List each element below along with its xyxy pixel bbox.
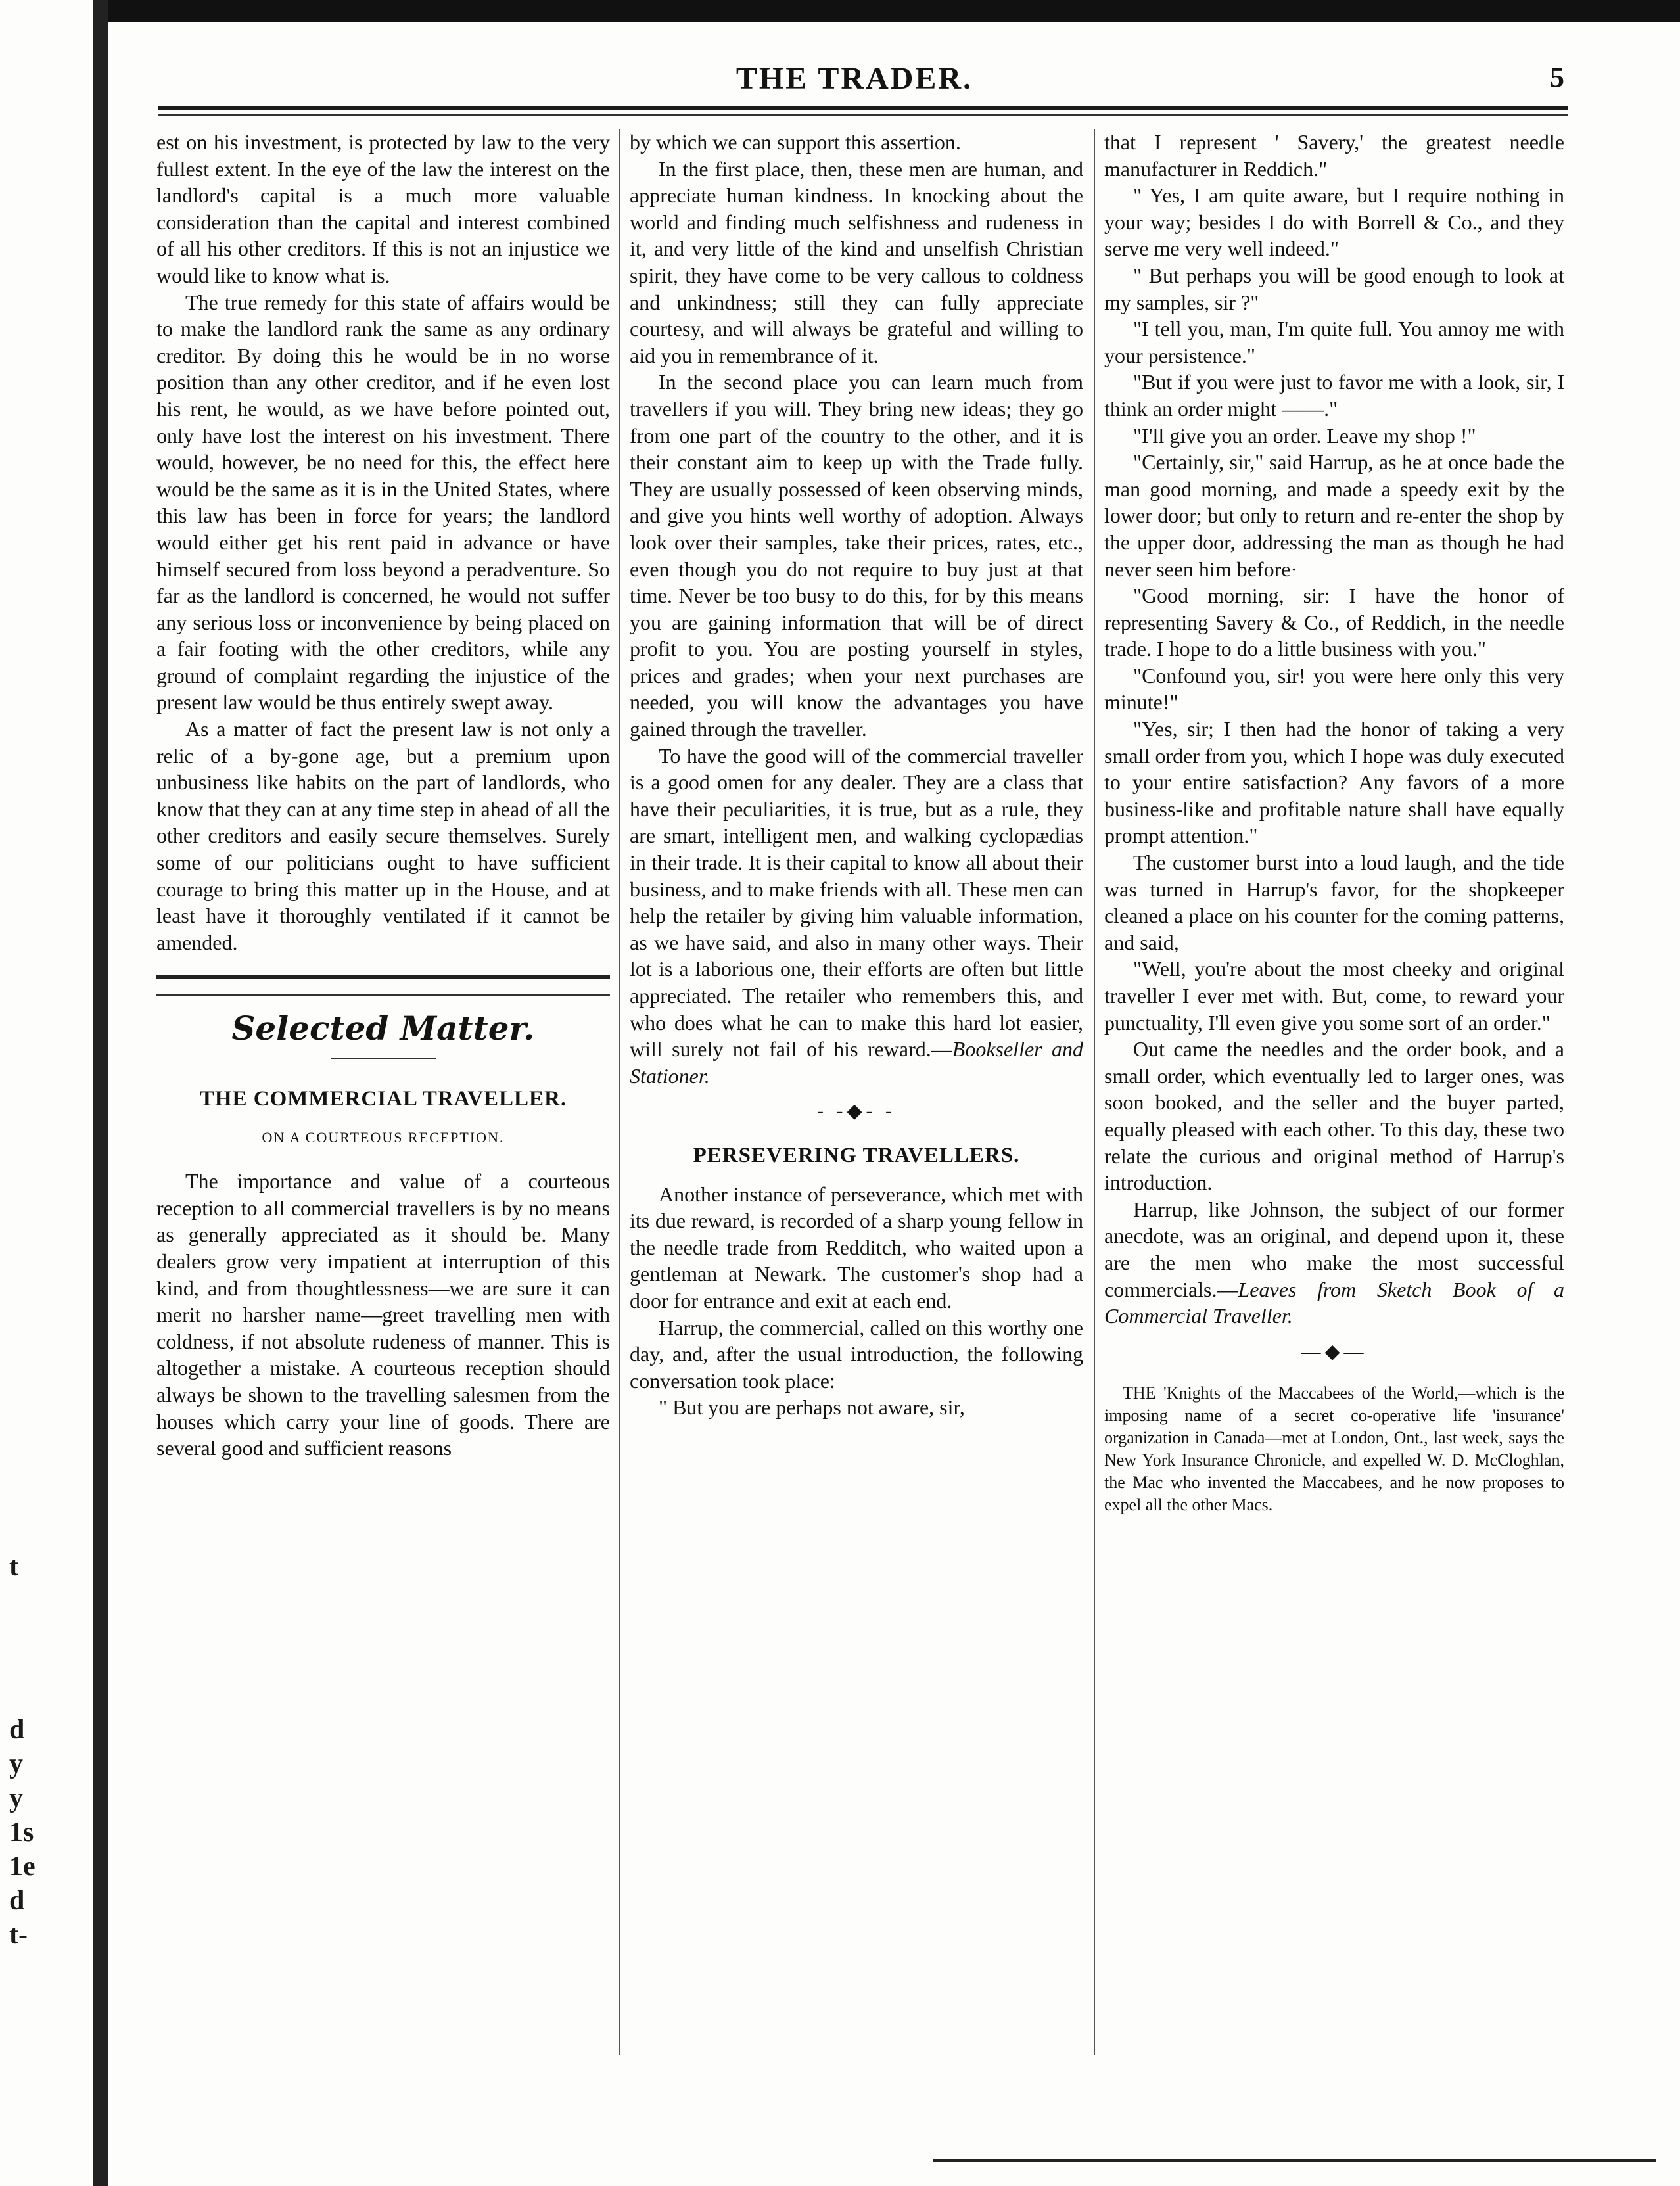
paragraph — [630, 743, 1083, 1090]
paragraph: "Yes, sir; I then had the honor of taking a very small order from you, which I hope was duly executed to your entire satisfaction? Any favors of a more business-like and profitable nature shall have equally prompt attention." — [1104, 717, 1564, 848]
paragraph: "Confound you, sir! you were here only this very minute!" — [1104, 663, 1564, 714]
paragraph: The true remedy for this state of affairs would be to make the landlord rank the same as any ordinary creditor. By doing this he would be in no worse position than any other creditor, and if he even lost his rent, he would, as we have before pointed out, only have lost the interest on his investment. There would, however, be no need for this, the effect here would be the same as it is in the United States, where this law has been in force for years; the landlord would either get his rent paid in advance or have himself secured from loss beyond a peradventure. So far as the landlord is concerned, he would not suffer any serious loss or inconvenience by being placed on a fair footing with the other creditors, while any ground of complaint regarding the injustice of the present law would be thus entirely swept away. — [156, 290, 610, 714]
paragraph: The importance and value of a courteous reception to all commercial travellers is by no means as generally appreciated as it should be. Many dealers grow very impatient at interruption of this kind, and from thoughtlessness—we are sure it can merit no harsher name—greet travelling men with coldness, if not absolute rudeness of manner. This is altogether a mistake. A courteous reception should always be shown to the travelling salesmen from the houses which carry your line of goods. There are several good and sufficient reasons — [156, 1169, 610, 1460]
news-note — [1104, 1382, 1564, 1516]
footer-rule — [933, 2159, 1656, 2162]
ornament-divider: —◆— — [1301, 1340, 1368, 1362]
column-divider — [619, 129, 620, 2055]
page-top-shadow — [93, 0, 1680, 22]
paragraph: Another instance of perseverance, which met with its due reward, is recorded of a sharp young fellow in the needle trade from Redditch, who waited upon a gentleman at Newark. The customer's shop had a door for entrance and exit at each end. — [630, 1182, 1083, 1313]
paragraph: " Yes, I am quite aware, but I require nothing in your way; besides I do with Borrell & Co., and they serve me very well indeed." — [1104, 183, 1564, 261]
paragraph — [1104, 1196, 1564, 1330]
column-divider — [1094, 129, 1095, 2055]
gutter-letter: 1s — [9, 1817, 34, 1848]
paragraph: Harrup, the commercial, called on this worthy one day, and, after the usual introduction, the following conversation took place: — [630, 1315, 1083, 1393]
paragraph: As a matter of fact the present law is not only a relic of a by-gone age, but a premium upon unbusiness like habits on the part of landlords, who know that they can at any time step in ahead of all the other creditors and easily secure themselves. Surely some of our politicians ought to have sufficient courage to bring this matter up in the House, and at least have it thoroughly ventilated if it cannot be amended. — [156, 717, 610, 954]
paragraph: " But perhaps you will be good enough to look at my samples, sir ?" — [1104, 263, 1564, 314]
paragraph: "But if you were just to favor me with a look, sir, I think an order might ——." — [1104, 370, 1564, 421]
gutter-letter: y — [9, 1749, 23, 1779]
paragraph: In the first place, then, these men are human, and appreciate human kindness. In knocking about the world and finding much selfishness and rudeness in it, and very little of the kind and unselfish Christian spirit, they have come to be very callous to coldness and unkindness; still they can fully appreciate courtesy, and will always be grateful and willing to aid you in remembrance of it. — [630, 156, 1083, 367]
header-rule — [158, 106, 1568, 110]
paragraph: est on his investment, is protected by law to the very fullest extent. In the eye of the law the interest on the landlord's capital is a much more valuable consideration than the capital and interest combined of all his other creditors. If this is not an injustice we would like to know what is. — [156, 130, 610, 287]
paragraph: that I represent ' Savery,' the greatest needle manufacturer in Reddich." — [1104, 130, 1564, 181]
paragraph: "Certainly, sir," said Harrup, as he at once bade the man good morning, and made a speedy exit by the lower door; but only to return and re-enter the shop by the upper door, addressing the man as though he had never seen him before· — [1104, 450, 1564, 581]
short-rule — [331, 1058, 436, 1059]
section-heading: Selected Matter. — [231, 1009, 535, 1048]
paragraph: " But you are perhaps not aware, sir, — [659, 1395, 965, 1420]
paragraph: In the second place you can learn much from travellers if you will. They bring new ideas; they go from one part of the country to the other, and it is their constant aim to keep up with the Trade fully. They are usually possessed of keen observing minds, and give you hints well worthy of adoption. Always look over their samples, take their prices, rates, etc., even though you do not require to buy just at that time. Never be too busy to do this, for by this means you are gaining information that will be of direct profit to you. You are posting yourself in styles, prices and grades; when your next purchases are needed, you will know the advantages you have gained through the traveller. — [630, 370, 1083, 741]
gutter-letter: d — [9, 1715, 25, 1745]
article-subtitle: ON A COURTEOUS RECEPTION. — [262, 1128, 505, 1146]
page-number: 5 — [1550, 61, 1564, 93]
paragraph: The customer burst into a loud laugh, and the tide was turned in Harrup's favor, for the shopkeeper cleaned a place on his counter for the coming patterns, and said, — [1104, 850, 1564, 954]
column-3 — [1104, 129, 1564, 1516]
header-rule-thin — [158, 114, 1568, 116]
article-title: PERSEVERING TRAVELLERS. — [693, 1143, 1020, 1167]
page-binding-edge — [93, 0, 108, 2186]
column-2 — [630, 129, 1083, 1421]
gutter-letter: d — [9, 1886, 25, 1916]
column-1 — [156, 129, 610, 1462]
paragraph-text: To have the good will of the commercial traveller is a good omen for any dealer. They are a class that have their peculiarities, it is true, but as a rule, they are smart, intelligent men, and walking cyclopædias in their trade. It is their capital to know all about their business, and to make friends with all. These men can help the retailer by giving him valuable information, as we have said, and also in many other ways. Their lot is a laborious one, their efforts are often but little appreciated. The retailer who remembers this, and who does what he can to make this hard lot easier, will surely not fail of his reward.— — [630, 743, 1083, 1061]
paragraph: "Well, you're about the most cheeky and original traveller I ever met with. But, come, to reward your punctuality, I'll even give you some sort of an order." — [1104, 957, 1564, 1035]
paragraph-text: Harrup, like Johnson, the subject of our former anecdote, was an original, and depend upon it, these are the men who make the most successful commercials.— — [1104, 1197, 1564, 1301]
article-title: THE COMMERCIAL TRAVELLER. — [199, 1087, 567, 1111]
paragraph: Out came the needles and the order book, and a small order, which eventually led to larger ones, was soon booked, and the seller and the buyer parted, equally pleased with each other. To this day, these two relate the curious and original method of Harrup's introduction. — [1104, 1037, 1564, 1195]
paragraph: "I'll give you an order. Leave my shop !" — [1133, 423, 1476, 448]
page-header — [145, 60, 1564, 106]
paragraph: "I tell you, man, I'm quite full. You annoy me with your persistence." — [1104, 317, 1564, 367]
paragraph: by which we can support this assertion. — [630, 130, 961, 154]
gutter-letter: y — [9, 1783, 23, 1813]
note-paragraph: THE 'Knights of the Maccabees of the World,—which is the imposing name of a secret co-operative life 'insurance' organization in Canada—met at London, Ont., last week, says the New York Insurance Chronicle, and expelled W. D. McCloghlan, the Mac who invented the Maccabees, and he now proposes to expel all the other Macs. — [1104, 1384, 1564, 1515]
gutter-letter: 1e — [9, 1851, 35, 1882]
citation: Bookseller and Stationer. — [630, 1037, 1084, 1088]
citation: Leaves from Sketch Book of a Commercial Traveller. — [1104, 1277, 1564, 1328]
ornament-divider: - -◆- - — [816, 1100, 897, 1123]
paragraph: "Good morning, sir: I have the honor of representing Savery & Co., of Reddich, in the needle trade. I hope to do a little business with you." — [1104, 584, 1564, 661]
gutter-letter: t- — [9, 1920, 28, 1950]
gutter-letter: t — [9, 1552, 18, 1582]
section-rule-thin — [156, 994, 610, 996]
section-rule — [156, 975, 610, 979]
newspaper-title: THE TRADER. — [735, 61, 973, 96]
